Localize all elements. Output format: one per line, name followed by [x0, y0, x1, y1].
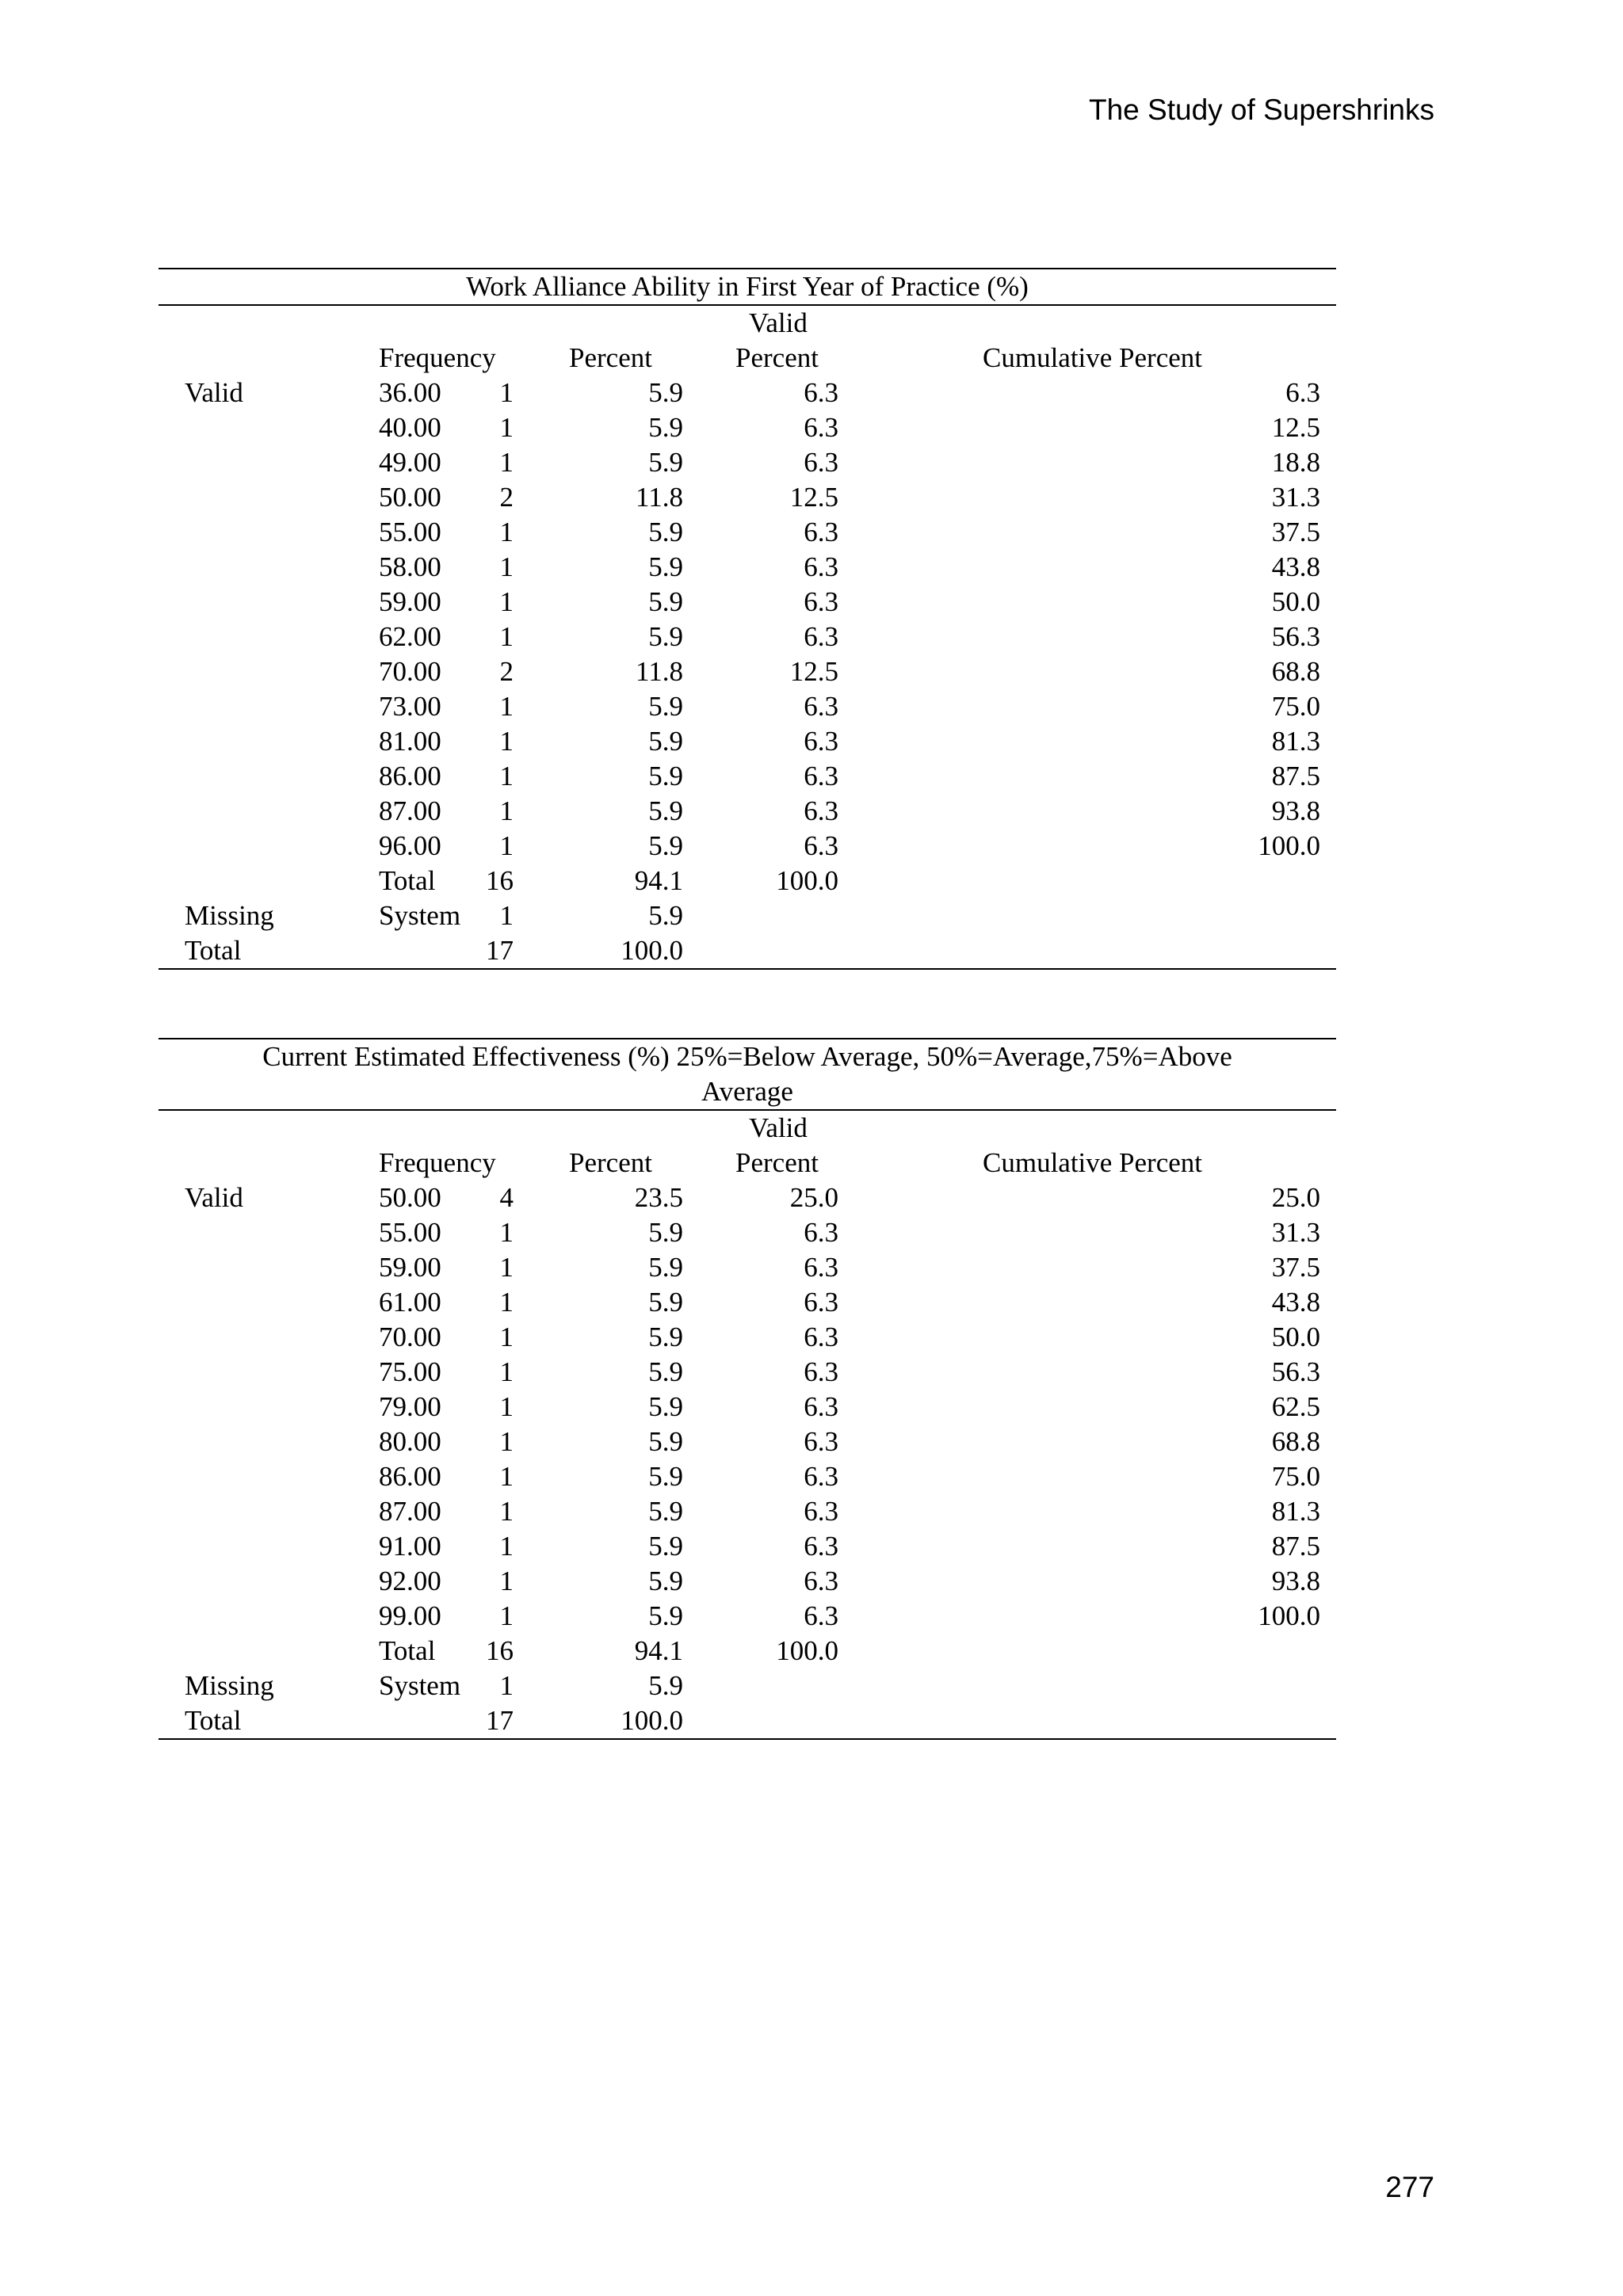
- row-value: 50.00: [379, 1182, 441, 1213]
- row-value: 91.00: [379, 1531, 441, 1562]
- row-valid-percent: 25.0: [789, 1182, 838, 1213]
- header-percent: Percent: [569, 1147, 652, 1178]
- row-percent: 5.9: [648, 621, 683, 652]
- total-label: Total: [185, 1705, 242, 1736]
- table-title-line-1: Current Estimated Effectiveness (%) 25%=Below Average, 50%=Average,75%=Above: [262, 1041, 1232, 1072]
- row-value: 96.00: [379, 830, 441, 861]
- header-valid-percent: Percent: [735, 342, 819, 373]
- row-frequency: 1: [499, 1426, 514, 1457]
- table-row: [158, 1180, 1336, 1215]
- row-percent: 5.9: [648, 1391, 683, 1422]
- row-frequency: 1: [499, 1391, 514, 1422]
- row-cumulative-percent: 87.5: [1271, 761, 1320, 791]
- header-valid: Valid: [749, 307, 808, 338]
- row-valid-percent: 6.3: [804, 1217, 838, 1248]
- row-value: 40.00: [379, 412, 441, 443]
- table-body: [158, 1180, 1336, 1703]
- total-frequency: 17: [486, 935, 514, 966]
- row-value: 62.00: [379, 621, 441, 652]
- table-row: [158, 550, 1336, 585]
- row-valid-percent: 6.3: [804, 1322, 838, 1352]
- row-valid-percent: 6.3: [804, 447, 838, 478]
- row-valid-percent: 6.3: [804, 1566, 838, 1596]
- row-cumulative-percent: 6.3: [1285, 377, 1320, 408]
- row-percent: 11.8: [636, 656, 683, 687]
- frequency-table-work-alliance: [158, 268, 1336, 970]
- row-valid-percent: 6.3: [804, 830, 838, 861]
- table-row: [158, 864, 1336, 898]
- table-row: [158, 654, 1336, 689]
- row-value: 59.00: [379, 586, 441, 617]
- row-valid-percent: 6.3: [804, 1252, 838, 1283]
- row-valid-percent: 6.3: [804, 551, 838, 582]
- table-row: [158, 794, 1336, 829]
- row-valid-percent: 6.3: [804, 795, 838, 826]
- table-row: [158, 445, 1336, 480]
- row-valid-percent: 100.0: [776, 865, 838, 896]
- table-row: [158, 1250, 1336, 1285]
- row-frequency: 1: [499, 726, 514, 757]
- table-row: [158, 1494, 1336, 1529]
- row-cumulative-percent: 68.8: [1271, 656, 1320, 687]
- table-row: [158, 1355, 1336, 1390]
- row-value: 50.00: [379, 482, 441, 513]
- table-row: [158, 1634, 1336, 1669]
- row-valid-percent: 100.0: [776, 1635, 838, 1666]
- table-bottom-rule: [158, 1738, 1336, 1740]
- row-percent: 5.9: [648, 1461, 683, 1492]
- row-value: 70.00: [379, 656, 441, 687]
- row-frequency: 1: [499, 1252, 514, 1283]
- row-cumulative-percent: 68.8: [1271, 1426, 1320, 1457]
- header-valid: Valid: [749, 1112, 808, 1143]
- row-percent: 5.9: [648, 1670, 683, 1701]
- row-value: 75.00: [379, 1356, 441, 1387]
- row-valid-percent: 6.3: [804, 1356, 838, 1387]
- total-label: Total: [185, 935, 242, 966]
- table-row: [158, 1564, 1336, 1599]
- table-bottom-rule: [158, 968, 1336, 970]
- table-row: [158, 898, 1336, 933]
- row-value: System: [379, 1670, 461, 1701]
- row-valid-percent: 6.3: [804, 586, 838, 617]
- row-value: 73.00: [379, 691, 441, 722]
- row-cumulative-percent: 50.0: [1271, 1322, 1320, 1352]
- row-value: 99.00: [379, 1600, 441, 1631]
- row-valid-percent: 6.3: [804, 412, 838, 443]
- row-value: 55.00: [379, 517, 441, 547]
- row-percent: 94.1: [634, 1635, 683, 1666]
- table-row: [158, 480, 1336, 515]
- row-frequency: 1: [499, 586, 514, 617]
- row-valid-percent: 6.3: [804, 621, 838, 652]
- row-cumulative-percent: 25.0: [1271, 1182, 1320, 1213]
- table-row: [158, 1320, 1336, 1355]
- frequency-table-current-effectiveness: [158, 1038, 1336, 1740]
- total-row: [158, 1703, 1336, 1738]
- row-percent: 5.9: [648, 377, 683, 408]
- row-percent: 5.9: [648, 447, 683, 478]
- row-value: 36.00: [379, 377, 441, 408]
- row-frequency: 1: [499, 1322, 514, 1352]
- row-value: System: [379, 900, 461, 931]
- row-cumulative-percent: 56.3: [1271, 621, 1320, 652]
- row-value: 61.00: [379, 1287, 441, 1318]
- row-percent: 5.9: [648, 1356, 683, 1387]
- row-cumulative-percent: 100.0: [1258, 830, 1320, 861]
- total-frequency: 17: [486, 1705, 514, 1736]
- row-percent: 5.9: [648, 761, 683, 791]
- row-frequency: 2: [499, 482, 514, 513]
- row-frequency: 1: [499, 517, 514, 547]
- row-frequency: 1: [499, 1531, 514, 1562]
- row-frequency: 1: [499, 412, 514, 443]
- row-valid-percent: 6.3: [804, 1496, 838, 1527]
- row-percent: 5.9: [648, 1426, 683, 1457]
- row-cumulative-percent: 50.0: [1271, 586, 1320, 617]
- row-percent: 5.9: [648, 1566, 683, 1596]
- row-percent: 5.9: [648, 795, 683, 826]
- row-percent: 5.9: [648, 586, 683, 617]
- header-row: [158, 341, 1336, 376]
- row-valid-percent: 12.5: [789, 482, 838, 513]
- row-percent: 5.9: [648, 1496, 683, 1527]
- row-cumulative-percent: 37.5: [1271, 517, 1320, 547]
- row-frequency: 1: [499, 830, 514, 861]
- header-row-top: [158, 306, 1336, 341]
- row-value: 87.00: [379, 1496, 441, 1527]
- row-cumulative-percent: 12.5: [1271, 412, 1320, 443]
- row-percent: 23.5: [634, 1182, 683, 1213]
- row-valid-percent: 6.3: [804, 761, 838, 791]
- row-valid-percent: 12.5: [789, 656, 838, 687]
- row-cumulative-percent: 93.8: [1271, 795, 1320, 826]
- row-frequency: 4: [499, 1182, 514, 1213]
- row-cumulative-percent: 87.5: [1271, 1531, 1320, 1562]
- row-valid-percent: 6.3: [804, 517, 838, 547]
- row-percent: 5.9: [648, 1600, 683, 1631]
- header-percent: Percent: [569, 342, 652, 373]
- row-frequency: 1: [499, 1600, 514, 1631]
- row-frequency: 1: [499, 761, 514, 791]
- table-row: [158, 376, 1336, 410]
- row-valid-percent: 6.3: [804, 726, 838, 757]
- row-frequency: 1: [499, 1217, 514, 1248]
- row-value: 81.00: [379, 726, 441, 757]
- row-valid-percent: 6.3: [804, 1461, 838, 1492]
- row-cumulative-percent: 62.5: [1271, 1391, 1320, 1422]
- header-row: [158, 1146, 1336, 1180]
- header-frequency: Frequency: [379, 1147, 496, 1178]
- row-value: Total: [379, 865, 436, 896]
- row-frequency: 1: [499, 1461, 514, 1492]
- header-cumulative-percent: Cumulative Percent: [983, 342, 1203, 373]
- table-row: [158, 1529, 1336, 1564]
- row-valid-percent: 6.3: [804, 1391, 838, 1422]
- row-value: 86.00: [379, 1461, 441, 1492]
- row-percent: 94.1: [634, 865, 683, 896]
- total-row: [158, 933, 1336, 968]
- row-percent: 5.9: [648, 830, 683, 861]
- table-body: [158, 376, 1336, 933]
- row-cumulative-percent: 18.8: [1271, 447, 1320, 478]
- table-row: [158, 724, 1336, 759]
- row-frequency: 1: [499, 377, 514, 408]
- row-cumulative-percent: 100.0: [1258, 1600, 1320, 1631]
- running-head: The Study of Supershrinks: [1089, 93, 1434, 126]
- table-row: [158, 1459, 1336, 1494]
- row-valid-percent: 6.3: [804, 691, 838, 722]
- row-cumulative-percent: 56.3: [1271, 1356, 1320, 1387]
- row-frequency: 1: [499, 900, 514, 931]
- row-cumulative-percent: 31.3: [1271, 1217, 1320, 1248]
- row-frequency: 1: [499, 621, 514, 652]
- table-row: [158, 1390, 1336, 1425]
- table-row: [158, 515, 1336, 550]
- row-cumulative-percent: 43.8: [1271, 1287, 1320, 1318]
- row-percent: 5.9: [648, 1252, 683, 1283]
- row-value: 87.00: [379, 795, 441, 826]
- table-row: [158, 759, 1336, 794]
- row-frequency: 1: [499, 691, 514, 722]
- row-percent: 5.9: [648, 1217, 683, 1248]
- table-title-line-2: Average: [701, 1076, 793, 1107]
- row-percent: 11.8: [636, 482, 683, 513]
- row-value: 55.00: [379, 1217, 441, 1248]
- row-percent: 5.9: [648, 412, 683, 443]
- page-number: 277: [1385, 2171, 1434, 2203]
- row-category: Valid: [185, 1182, 243, 1213]
- table-row: [158, 689, 1336, 724]
- row-cumulative-percent: 31.3: [1271, 482, 1320, 513]
- row-cumulative-percent: 75.0: [1271, 691, 1320, 722]
- row-valid-percent: 6.3: [804, 1600, 838, 1631]
- table-row: [158, 1285, 1336, 1320]
- row-value: 92.00: [379, 1566, 441, 1596]
- row-frequency: 1: [499, 795, 514, 826]
- table-row: [158, 410, 1336, 445]
- row-valid-percent: 6.3: [804, 1531, 838, 1562]
- row-value: 58.00: [379, 551, 441, 582]
- header-cumulative-percent: Cumulative Percent: [983, 1147, 1203, 1178]
- table-row: [158, 1669, 1336, 1703]
- row-cumulative-percent: 37.5: [1271, 1252, 1320, 1283]
- row-category: Missing: [185, 1670, 274, 1701]
- row-percent: 5.9: [648, 517, 683, 547]
- row-cumulative-percent: 81.3: [1271, 1496, 1320, 1527]
- row-percent: 5.9: [648, 1531, 683, 1562]
- row-percent: 5.9: [648, 1287, 683, 1318]
- row-valid-percent: 6.3: [804, 377, 838, 408]
- header-row-top: [158, 1111, 1336, 1146]
- row-category: Missing: [185, 900, 274, 931]
- row-cumulative-percent: 43.8: [1271, 551, 1320, 582]
- row-frequency: 1: [499, 1496, 514, 1527]
- table-row: [158, 1425, 1336, 1459]
- table-row: [158, 1599, 1336, 1634]
- row-value: 49.00: [379, 447, 441, 478]
- header-valid-percent: Percent: [735, 1147, 819, 1178]
- row-cumulative-percent: 75.0: [1271, 1461, 1320, 1492]
- table-row: [158, 1215, 1336, 1250]
- row-value: 80.00: [379, 1426, 441, 1457]
- row-frequency: 1: [499, 1670, 514, 1701]
- row-percent: 5.9: [648, 726, 683, 757]
- row-frequency: 16: [486, 1635, 514, 1666]
- total-percent: 100.0: [621, 935, 683, 966]
- row-frequency: 2: [499, 656, 514, 687]
- row-percent: 5.9: [648, 900, 683, 931]
- row-percent: 5.9: [648, 1322, 683, 1352]
- row-frequency: 1: [499, 447, 514, 478]
- row-valid-percent: 6.3: [804, 1287, 838, 1318]
- row-percent: 5.9: [648, 551, 683, 582]
- row-cumulative-percent: 93.8: [1271, 1566, 1320, 1596]
- row-value: 86.00: [379, 761, 441, 791]
- row-value: Total: [379, 1635, 436, 1666]
- total-percent: 100.0: [621, 1705, 683, 1736]
- row-frequency: 16: [486, 865, 514, 896]
- row-value: 79.00: [379, 1391, 441, 1422]
- row-value: 59.00: [379, 1252, 441, 1283]
- table-row: [158, 620, 1336, 654]
- row-cumulative-percent: 81.3: [1271, 726, 1320, 757]
- table-row: [158, 829, 1336, 864]
- header-frequency: Frequency: [379, 342, 496, 373]
- row-valid-percent: 6.3: [804, 1426, 838, 1457]
- row-frequency: 1: [499, 551, 514, 582]
- row-value: 70.00: [379, 1322, 441, 1352]
- row-percent: 5.9: [648, 691, 683, 722]
- row-category: Valid: [185, 377, 243, 408]
- table-row: [158, 585, 1336, 620]
- row-frequency: 1: [499, 1356, 514, 1387]
- row-frequency: 1: [499, 1566, 514, 1596]
- row-frequency: 1: [499, 1287, 514, 1318]
- table-title: Work Alliance Ability in First Year of Practice (%): [466, 271, 1029, 302]
